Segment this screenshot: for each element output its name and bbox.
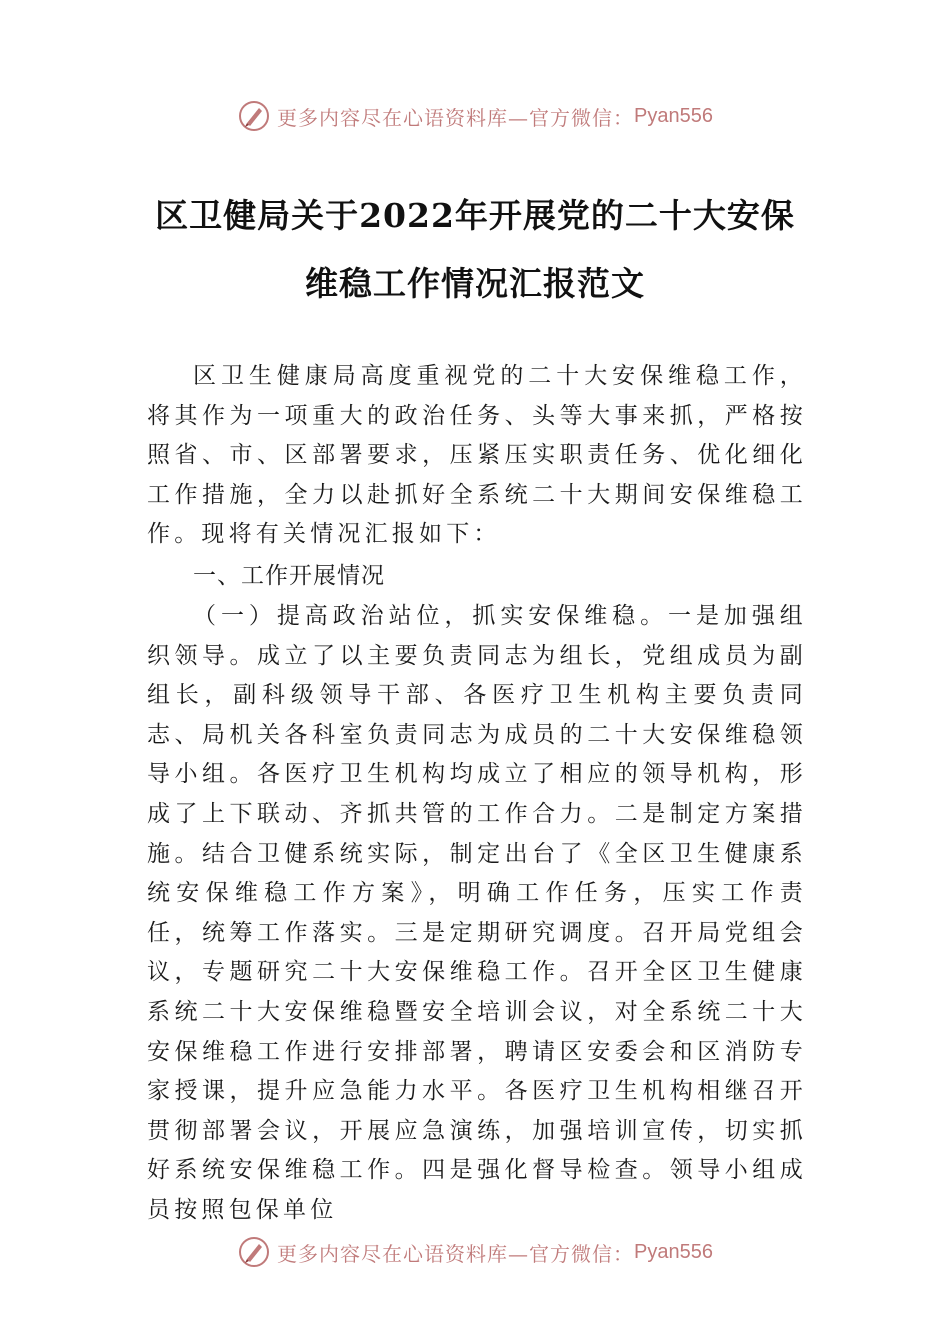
document-title-line-1: 区卫健局关于2022年开展党的二十大安保 bbox=[155, 196, 795, 235]
watermark-text: 更多内容尽在心语资料库—官方微信： bbox=[277, 105, 635, 130]
intro-paragraph: 区卫生健康局高度重视党的二十大安保维稳工作，将其作为一项重大的政治任务、头等大事来抓，严格按照省、市、区部署要求，压紧压实职责任务、优化细化工作措施，全力以赴抓好全系统二十大期间安保维稳工作。现将有关情况汇报如下： bbox=[147, 363, 807, 548]
watermark-wechat-id: Pyan556 bbox=[634, 104, 713, 127]
section-paragraph: （一）提高政治站位，抓实安保维稳。一是加强组织领导。成立了以主要负责同志为组长，党组成员为副组长，副科级领导干部、各医疗卫生机构主要负责同志、局机关各科室负责同志为成员的二十大安保维稳领导小组。各医疗卫生机构均成立了相应的领导机构，形成了上下联动、齐抓共管的工作合力。二是制定方案措施。结合卫健系统实际，制定出台了《全区卫生健康系统安保维稳工作方案》，明确工作任务，压实工作责任，统筹工作落实。三是定期研究调度。召开局党组会议，专题研究二十大安保维稳工作。召开全区卫生健康系统二十大安保维稳暨安全培训会议，对全系统二十大安保维稳工作进行安排部署，聘请区安委会和区消防专家授课，提升应急能力水平。各医疗卫生机构相继召开贯彻部署会议，开展应急演练，加强培训宣传，切实抓好系统安保维稳工作。四是强化督导检查。领导小组成员按照包保单位 bbox=[147, 602, 807, 1223]
writing-pen-icon bbox=[237, 1235, 271, 1269]
writing-pen-icon bbox=[237, 99, 271, 133]
watermark-wechat-id: Pyan556 bbox=[634, 1240, 713, 1263]
section-heading: 一、工作开展情况 bbox=[193, 562, 385, 589]
header-watermark bbox=[0, 96, 950, 136]
footer-watermark bbox=[0, 1232, 950, 1272]
document-body bbox=[147, 357, 807, 1230]
document-title-line-2: 维稳工作情况汇报范文 bbox=[305, 264, 645, 303]
watermark-text: 更多内容尽在心语资料库—官方微信： bbox=[277, 1241, 635, 1266]
